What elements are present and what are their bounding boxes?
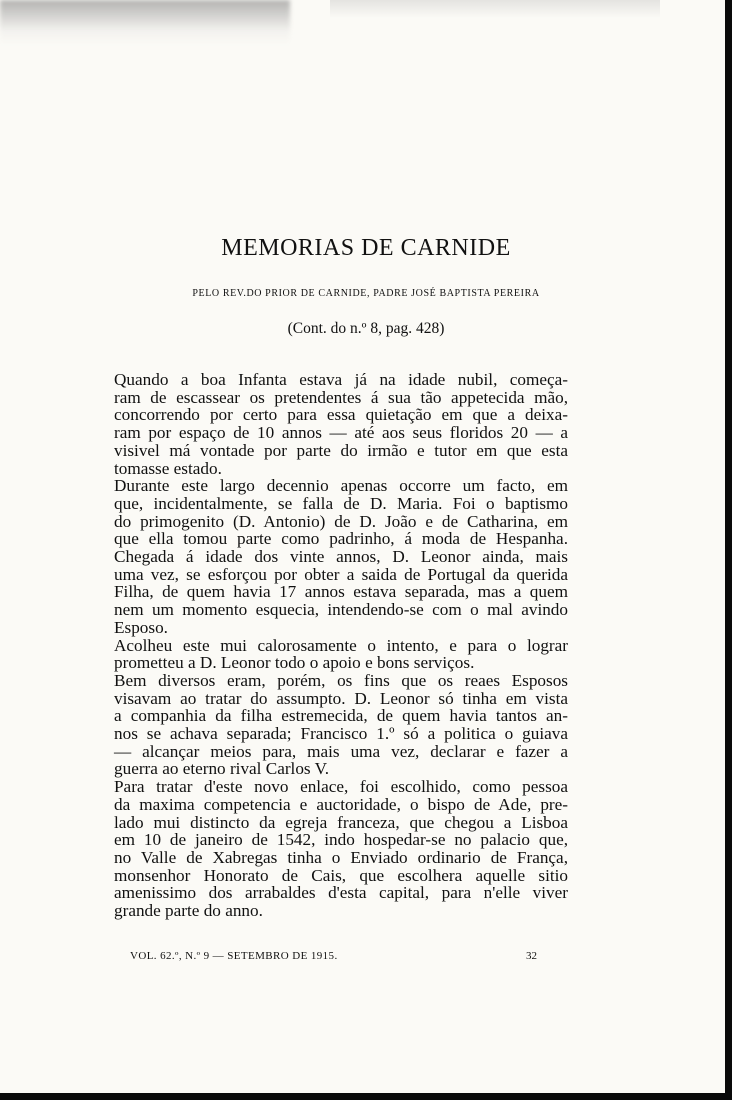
text-line: guerra ao eterno rival Carlos V. bbox=[114, 759, 330, 779]
text-line: uma vez, se esforçou por obter a saida de Portugal da querida bbox=[114, 564, 568, 584]
text-line: nem um momento esquecia, intendendo-se com o mal avindo bbox=[114, 600, 568, 620]
text-line: que ella tomou parte como padrinho, á moda de Hespanha. bbox=[114, 529, 568, 549]
text-line: do primogenito (D. Antonio) de D. João e de Catharina, em bbox=[114, 511, 568, 531]
text-line: Acolheu este mui calorosamente o intento, e para o lograr bbox=[114, 635, 568, 655]
text-line: visavam ao tratar do assumpto. D. Leonor só tinha em vista bbox=[114, 688, 568, 708]
text-line: Para tratar d'este novo enlace, foi escolhido, como pessoa bbox=[114, 777, 568, 797]
author-byline: PELO REV.DO PRIOR DE CARNIDE, PADRE JOSÉ BAPTISTA PEREIRA bbox=[192, 288, 540, 299]
scan-smudge bbox=[0, 0, 290, 44]
text-line: grande parte do anno. bbox=[114, 901, 263, 921]
text-line: Filha, de quem havia 17 annos estava separada, mas a quem bbox=[114, 582, 568, 602]
text-line: Esposo. bbox=[114, 617, 168, 637]
text-line: da maxima competencia e auctoridade, o bispo de Ade, pre- bbox=[114, 794, 568, 814]
text-line: concorrendo por certo para essa quietação em que a deixa- bbox=[114, 405, 568, 425]
text-line: lado mui distincto da egreja franceza, que chegou a Lisboa bbox=[114, 812, 568, 832]
text-line: que, incidentalmente, se falla de D. Maria. Foi o baptismo bbox=[114, 493, 568, 513]
text-line: Chegada á idade dos vinte annos, D. Leonor ainda, mais bbox=[114, 547, 568, 567]
text-line: visivel má vontade por parte do irmão e tutor em que esta bbox=[114, 440, 568, 460]
text-line: Quando a boa Infanta estava já na idade nubil, começa- bbox=[114, 370, 568, 389]
text-line: amenissimo dos arrabaldes d'esta capital, para n'elle viver bbox=[114, 883, 568, 903]
text-line: monsenhor Honorato de Cais, que escolhera aquelle sitio bbox=[114, 865, 568, 885]
text-line: a companhia da filha estremecida, de quem havia tantos an- bbox=[114, 706, 568, 726]
text-line: em 10 de janeiro de 1542, indo hospedar-se no palacio que, bbox=[114, 830, 568, 850]
text-line: ram de escassear os pretendentes á sua tão appetecida mão, bbox=[114, 387, 568, 407]
text-line: Bem diversos eram, porém, os fins que os reaes Esposos bbox=[114, 670, 568, 690]
text-line: nos se achava separada; Francisco 1.º só a politica o guiava bbox=[114, 724, 568, 744]
page-title: MEMORIAS DE CARNIDE bbox=[221, 235, 511, 261]
volume-footer: VOL. 62.º, N.º 9 — SETEMBRO DE 1915. bbox=[130, 950, 338, 962]
text-line: tomasse estado. bbox=[114, 458, 222, 478]
body-text bbox=[114, 371, 568, 920]
text-line: — alcançar meios para, mais uma vez, declarar e fazer a bbox=[114, 741, 568, 761]
text-line: ram por espaço de 10 annos — até aos seus floridos 20 — a bbox=[114, 423, 568, 443]
continuation-note: (Cont. do n.º 8, pag. 428) bbox=[287, 320, 445, 337]
text-line: prometteu a D. Leonor todo o apoio e bons serviços. bbox=[114, 653, 475, 673]
scan-smudge bbox=[330, 0, 660, 18]
page-number: 32 bbox=[526, 950, 537, 962]
text-line: Durante este largo decennio apenas occorre um facto, em bbox=[114, 476, 568, 496]
text-line: no Valle de Xabregas tinha o Enviado ordinario de França, bbox=[114, 847, 568, 867]
